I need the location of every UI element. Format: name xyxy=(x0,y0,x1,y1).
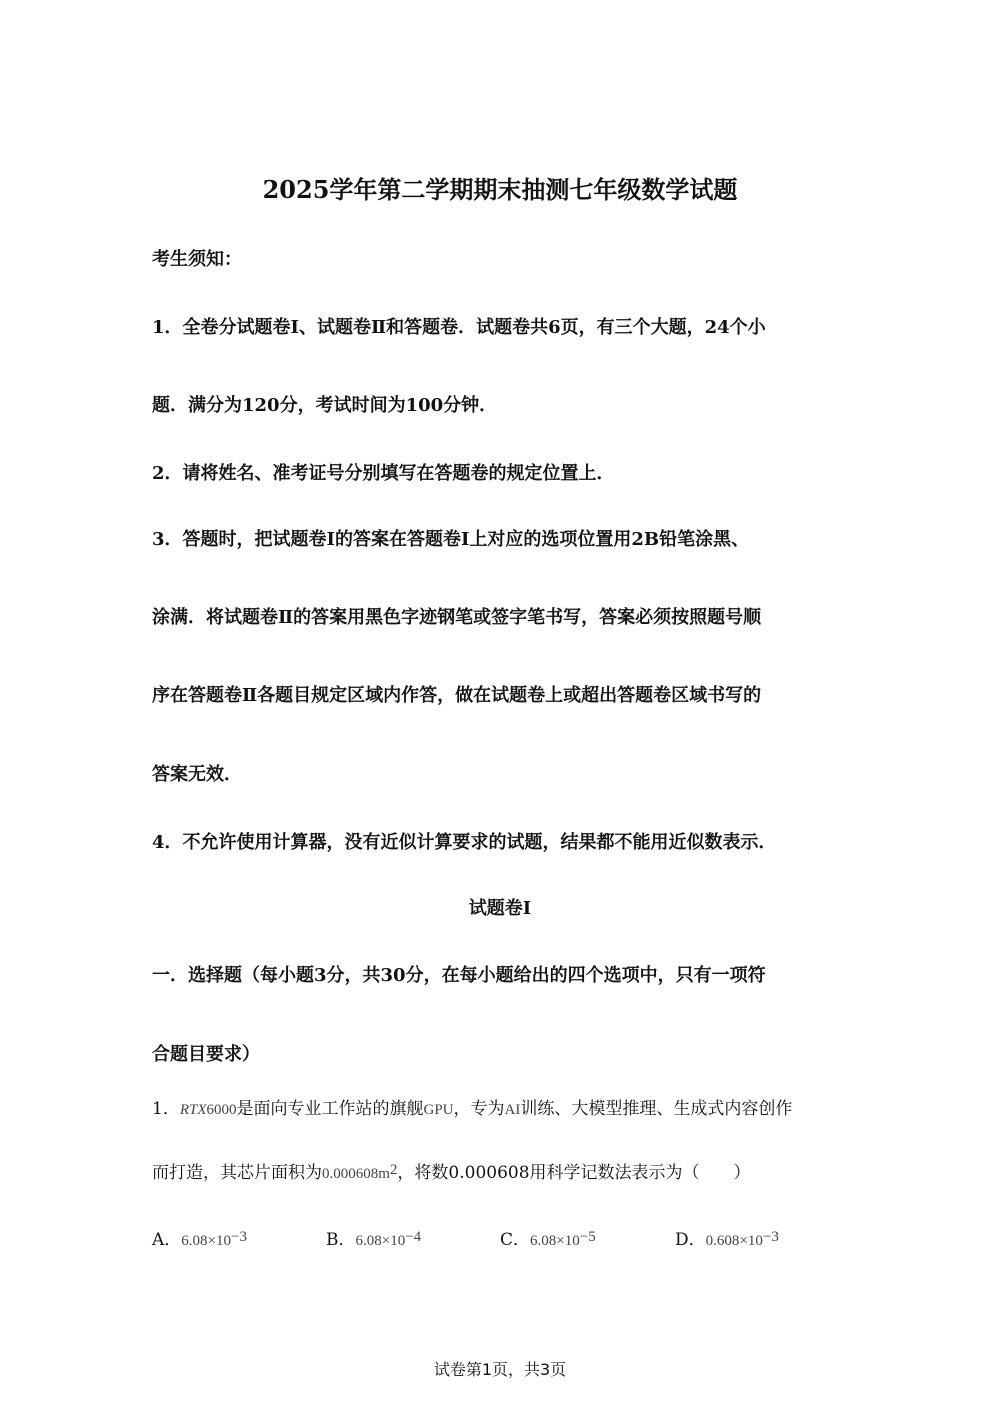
notice-line-7: 答案无效． xyxy=(152,764,242,785)
option-exponent: −4 xyxy=(405,1229,422,1245)
option-exponent: −3 xyxy=(762,1229,779,1245)
option-a[interactable] xyxy=(152,1225,247,1250)
option-label: C． xyxy=(500,1230,531,1250)
option-exponent: −5 xyxy=(579,1229,596,1245)
part1-heading-line-1: 一．选择题（每小题3分，共30分，在每小题给出的四个选项中，只有一项符 xyxy=(152,965,766,986)
gpu-text: GPU xyxy=(423,1102,454,1118)
section-title: 试题卷Ⅰ xyxy=(468,898,532,919)
option-b[interactable] xyxy=(326,1225,421,1250)
option-value: 6.08×10 xyxy=(181,1233,231,1249)
question-text: 训练、大模型推理、生成式内容创作 xyxy=(520,1099,793,1119)
question-text: 是面向专业工作站的旗舰 xyxy=(236,1099,424,1119)
question-text: 而打造，其芯片面积为 xyxy=(152,1163,322,1183)
notice-line-4: 3．答题时，把试题卷Ⅰ的答案在答题卷Ⅰ上对应的选项位置用2B铅笔涂黑、 xyxy=(152,529,750,550)
notice-line-1: 1．全卷分试题卷Ⅰ、试题卷Ⅱ和答题卷．试题卷共6页，有三个大题，24个小 xyxy=(152,317,766,338)
notice-line-3: 2．请将姓名、准考证号分别填写在答题卷的规定位置上． xyxy=(152,463,615,484)
notice-line-6: 序在答题卷Ⅱ各题目规定区域内作答，做在试题卷上或超出答题卷区域书写的 xyxy=(152,685,762,706)
option-label: D． xyxy=(675,1230,706,1250)
notice-line-8: 4．不允许使用计算器，没有近似计算要求的试题，结果都不能用近似数表示． xyxy=(152,832,777,853)
option-c[interactable] xyxy=(500,1225,596,1250)
option-label: B． xyxy=(326,1230,356,1250)
option-value: 0.608×10 xyxy=(705,1233,763,1249)
page-footer: 试卷第1页，共3页 xyxy=(433,1360,567,1379)
question-1-line-1 xyxy=(152,1094,792,1119)
option-value: 6.08×10 xyxy=(530,1233,580,1249)
rtx-model: 6000 xyxy=(206,1102,237,1118)
question-text: ，专为 xyxy=(453,1099,505,1119)
area-exponent: 2 xyxy=(389,1162,398,1178)
question-number: 1． xyxy=(152,1099,180,1119)
notice-line-5: 涂满．将试题卷Ⅱ的答案用黑色字迹钢笔或签字笔书写，答案必须按照题号顺 xyxy=(152,607,762,628)
notice-line-2: 题．满分为120分，考试时间为100分钟． xyxy=(152,395,498,416)
chip-area: 0.000608m xyxy=(322,1166,390,1182)
option-d[interactable] xyxy=(675,1225,779,1250)
ai-text: AI xyxy=(504,1102,521,1118)
notice-heading: 考生须知： xyxy=(152,249,242,270)
part1-heading-line-2: 合题目要求） xyxy=(152,1044,260,1065)
exam-title: 2025学年第二学期期末抽测七年级数学试题 xyxy=(262,175,738,204)
option-exponent: −3 xyxy=(231,1229,247,1245)
rtx-text: RTX xyxy=(179,1102,207,1118)
option-value: 6.08×10 xyxy=(355,1233,406,1249)
question-1-line-2 xyxy=(152,1158,751,1183)
option-label: A． xyxy=(152,1230,182,1250)
question-text: ，将数0.000608用科学记数法表示为（ ） xyxy=(397,1163,751,1183)
